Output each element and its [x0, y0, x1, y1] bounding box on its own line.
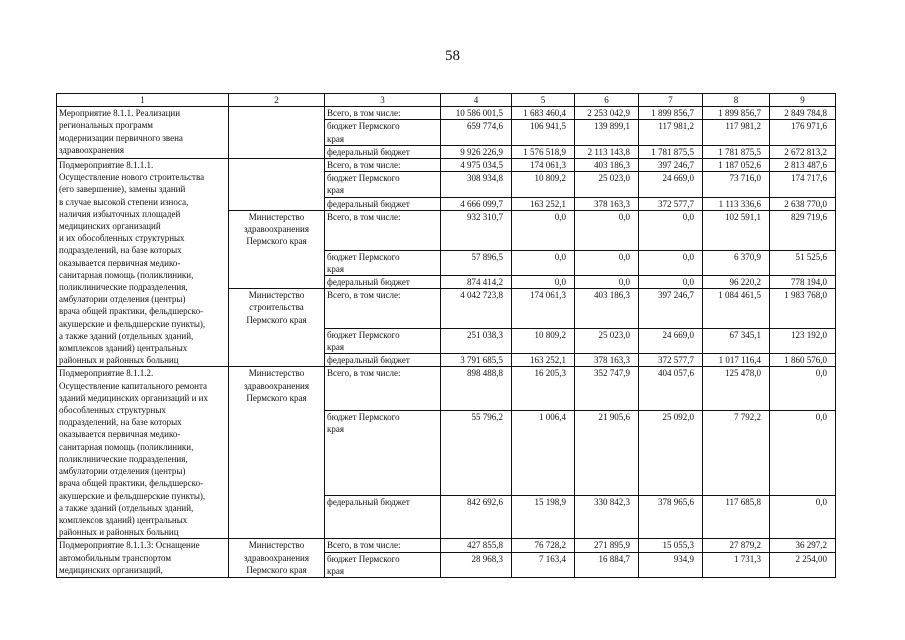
funding-source-line: федеральный бюджет — [327, 496, 410, 507]
amount-cell: 4 666 099,7 — [441, 197, 512, 210]
table-row — [57, 107, 836, 120]
description-line: региональных программ — [59, 120, 153, 131]
funding-source-line: края — [327, 263, 345, 274]
amount-cell: 51 525,6 — [770, 250, 836, 275]
amount-cell: 2 254,00 — [770, 552, 836, 577]
description-line: Подмероприятие 8.1.1.1. — [59, 160, 154, 171]
activity-description — [57, 107, 229, 159]
amount-cell: 106 941,5 — [512, 120, 575, 145]
amount-cell: 1 017 116,4 — [703, 354, 770, 367]
amount-cell: 778 194,0 — [770, 275, 836, 288]
description-line: подразделений, на базе которых — [59, 245, 182, 256]
amount-cell: 16 884,7 — [575, 552, 639, 577]
funding-source — [325, 197, 441, 210]
amount-cell: 27 879,2 — [703, 539, 770, 552]
page-number: 58 — [445, 48, 460, 64]
amount-cell: 36 297,2 — [770, 539, 836, 552]
amount-cell: 2 813 487,6 — [770, 159, 836, 172]
amount-cell: 1 576 518,9 — [512, 145, 575, 158]
funding-source — [325, 172, 441, 197]
description-line: подразделений, на базе которых — [59, 417, 182, 428]
funding-source — [325, 159, 441, 172]
funding-source-line: бюджет Пермского — [327, 329, 400, 340]
funding-source-line: бюджет Пермского — [327, 121, 400, 132]
amount-cell: 0,0 — [575, 250, 639, 275]
funding-source-line: федеральный бюджет — [327, 355, 410, 366]
description-line: (его завершение), замены зданий — [59, 184, 186, 195]
amount-cell: 1 006,4 — [512, 411, 575, 495]
funding-source-line: бюджет Пермского — [327, 173, 400, 184]
description-line: поликлинические подразделения, — [59, 453, 188, 464]
amount-cell: 7 163,4 — [512, 552, 575, 577]
description-line: поликлинические подразделения, — [59, 282, 188, 293]
amount-cell: 829 719,6 — [770, 210, 836, 250]
funding-source — [325, 275, 441, 288]
amount-cell: 123 192,0 — [770, 328, 836, 353]
description-line: зданий медицинских организаций и их — [59, 392, 208, 403]
amount-cell: 117 685,8 — [703, 495, 770, 539]
funding-source-line: края — [327, 565, 345, 576]
funding-source-line: бюджет Пермского — [327, 251, 400, 262]
amount-cell: 0,0 — [512, 250, 575, 275]
description-line: акушерские и фельдшерские пункты), — [59, 318, 206, 329]
amount-cell: 102 591,1 — [703, 210, 770, 250]
amount-cell: 427 855,8 — [441, 539, 512, 552]
description-line: в случае высокой степени износа, — [59, 196, 189, 207]
amount-cell: 0,0 — [639, 210, 703, 250]
funding-source — [325, 328, 441, 353]
description-line: санитарная помощь (поликлиники, — [59, 441, 194, 452]
amount-cell: 934,9 — [639, 552, 703, 577]
description-line: наличия избыточных площадей — [59, 208, 181, 219]
table-body — [57, 94, 836, 578]
amount-cell: 932 310,7 — [441, 210, 512, 250]
amount-cell: 659 774,6 — [441, 120, 512, 145]
amount-cell: 15 198,9 — [512, 495, 575, 539]
amount-cell: 2 253 042,9 — [575, 107, 639, 120]
executor-line: строительства — [249, 302, 304, 313]
description-line: медицинских организаций, — [59, 564, 163, 575]
description-line: модернизации первичного звена — [59, 132, 183, 143]
amount-cell: 378 965,6 — [639, 495, 703, 539]
executor-line: Министерство — [248, 540, 305, 551]
description-line: обособленных структурных — [59, 405, 166, 416]
amount-cell: 16 205,3 — [512, 367, 575, 411]
amount-cell: 3 791 685,5 — [441, 354, 512, 367]
funding-source-line: Всего, в том числе: — [327, 290, 401, 301]
table-row — [57, 539, 836, 552]
amount-cell: 0,0 — [512, 210, 575, 250]
column-number: 1 — [57, 94, 229, 107]
amount-cell: 24 669,0 — [639, 328, 703, 353]
amount-cell: 352 747,9 — [575, 367, 639, 411]
description-line: Подмероприятие 8.1.1.3: Оснащение — [59, 540, 200, 551]
executor-line: Пермского края — [246, 392, 307, 403]
column-number: 8 — [703, 94, 770, 107]
amount-cell: 174 717,6 — [770, 172, 836, 197]
description-line: а также зданий (отдельных зданий, — [59, 502, 194, 513]
amount-cell: 55 796,2 — [441, 411, 512, 495]
amount-cell: 1 084 461,5 — [703, 289, 770, 329]
executor-cell — [229, 107, 325, 159]
description-line: врача общей практики, фельдшерско- — [59, 478, 204, 489]
amount-cell: 271 895,9 — [575, 539, 639, 552]
funding-source — [325, 495, 441, 539]
activity-description — [57, 159, 229, 367]
amount-cell: 1 860 576,0 — [770, 354, 836, 367]
amount-cell: 397 246,7 — [639, 159, 703, 172]
amount-cell: 25 023,0 — [575, 172, 639, 197]
amount-cell: 4 975 034,5 — [441, 159, 512, 172]
description-line: комплексов зданий) центральных — [59, 514, 188, 525]
column-number: 4 — [441, 94, 512, 107]
amount-cell: 176 971,6 — [770, 120, 836, 145]
description-line: санитарная помощь (поликлиники, — [59, 269, 194, 280]
amount-cell: 1 899 856,7 — [703, 107, 770, 120]
amount-cell: 1 187 052,6 — [703, 159, 770, 172]
funding-source-line: бюджет Пермского — [327, 553, 400, 564]
description-line: врача общей практики, фельдшерско- — [59, 306, 204, 317]
amount-cell: 24 669,0 — [639, 172, 703, 197]
amount-cell: 1 781 875,5 — [703, 145, 770, 158]
description-line: Подмероприятие 8.1.1.2. — [59, 368, 154, 379]
funding-source-line: федеральный бюджет — [327, 198, 410, 209]
amount-cell: 125 478,0 — [703, 367, 770, 411]
amount-cell: 1 683 460,4 — [512, 107, 575, 120]
amount-cell: 251 038,3 — [441, 328, 512, 353]
executor-cell — [229, 539, 325, 578]
amount-cell: 397 246,7 — [639, 289, 703, 329]
column-number: 7 — [639, 94, 703, 107]
amount-cell: 0,0 — [770, 495, 836, 539]
amount-cell: 372 577,7 — [639, 197, 703, 210]
amount-cell: 0,0 — [575, 210, 639, 250]
description-line: амбулатории отделения (центры) — [59, 466, 186, 477]
amount-cell: 57 896,5 — [441, 250, 512, 275]
amount-cell: 96 220,2 — [703, 275, 770, 288]
amount-cell: 1 983 768,0 — [770, 289, 836, 329]
executor-line: Пермского края — [246, 564, 307, 575]
description-line: районных и районных больниц — [59, 527, 179, 538]
description-line: районных и районных больниц — [59, 355, 179, 366]
amount-cell: 330 842,3 — [575, 495, 639, 539]
funding-source — [325, 250, 441, 275]
description-line: Мероприятие 8.1.1. Реализации — [59, 108, 181, 119]
amount-cell: 2 638 770,0 — [770, 197, 836, 210]
amount-cell: 378 163,3 — [575, 354, 639, 367]
amount-cell: 163 252,1 — [512, 197, 575, 210]
funding-source-line: Всего, в том числе: — [327, 211, 401, 222]
amount-cell: 2 849 784,8 — [770, 107, 836, 120]
amount-cell: 842 692,6 — [441, 495, 512, 539]
funding-source-line: края — [327, 133, 345, 144]
amount-cell: 1 899 856,7 — [639, 107, 703, 120]
amount-cell: 25 092,0 — [639, 411, 703, 495]
amount-cell: 117 981,2 — [639, 120, 703, 145]
executor-line: Пермского края — [246, 314, 307, 325]
funding-source — [325, 107, 441, 120]
budget-table — [56, 93, 836, 578]
amount-cell: 308 934,8 — [441, 172, 512, 197]
funding-source-line: федеральный бюджет — [327, 276, 410, 287]
amount-cell: 7 792,2 — [703, 411, 770, 495]
table-row — [57, 367, 836, 411]
description-line: оказывается первичная медико- — [59, 429, 181, 440]
executor-cell — [229, 367, 325, 539]
description-line: комплексов зданий) центральных — [59, 343, 188, 354]
executor-line: Министерство — [248, 211, 305, 222]
amount-cell: 163 252,1 — [512, 354, 575, 367]
funding-source-line: бюджет Пермского — [327, 412, 400, 423]
executor-line: здравоохранения — [243, 380, 309, 391]
activity-description — [57, 367, 229, 539]
amount-cell: 1 781 875,5 — [639, 145, 703, 158]
funding-source — [325, 539, 441, 552]
amount-cell: 2 672 813,2 — [770, 145, 836, 158]
executor-cell — [229, 210, 325, 288]
executor-cell — [229, 289, 325, 367]
amount-cell: 403 186,3 — [575, 159, 639, 172]
description-line: здравоохранения — [59, 144, 125, 155]
amount-cell: 25 023,0 — [575, 328, 639, 353]
column-number: 3 — [325, 94, 441, 107]
funding-source-line: Всего, в том числе: — [327, 160, 401, 171]
amount-cell: 117 981,2 — [703, 120, 770, 145]
amount-cell: 9 926 226,9 — [441, 145, 512, 158]
description-line: а также зданий (отдельных зданий, — [59, 330, 194, 341]
description-line: медицинских организаций — [59, 221, 161, 232]
funding-source — [325, 411, 441, 495]
description-line: амбулатории отделения (центры) — [59, 294, 186, 305]
amount-cell: 10 809,2 — [512, 172, 575, 197]
amount-cell: 898 488,8 — [441, 367, 512, 411]
funding-source — [325, 367, 441, 411]
amount-cell: 2 113 143,8 — [575, 145, 639, 158]
executor-cell — [229, 159, 325, 211]
amount-cell: 0,0 — [639, 275, 703, 288]
executor-line: Пермского края — [246, 236, 307, 247]
funding-source-line: края — [327, 185, 345, 196]
funding-source-line: Всего, в том числе: — [327, 540, 401, 551]
executor-line: здравоохранения — [243, 224, 309, 235]
column-number-row — [57, 94, 836, 107]
amount-cell: 10 809,2 — [512, 328, 575, 353]
activity-description — [57, 539, 229, 578]
amount-cell: 15 055,3 — [639, 539, 703, 552]
description-line: Осуществление нового строительства — [59, 172, 205, 183]
amount-cell: 28 968,3 — [441, 552, 512, 577]
funding-source-line: края — [327, 342, 345, 353]
amount-cell: 10 586 001,5 — [441, 107, 512, 120]
table-row — [57, 159, 836, 172]
amount-cell: 139 899,1 — [575, 120, 639, 145]
description-line: и их обособленных структурных — [59, 233, 185, 244]
amount-cell: 6 370,9 — [703, 250, 770, 275]
executor-line: Министерство — [248, 368, 305, 379]
executor-line: Министерство — [248, 290, 305, 301]
executor-line: здравоохранения — [243, 552, 309, 563]
amount-cell: 1 113 336,6 — [703, 197, 770, 210]
column-number: 9 — [770, 94, 836, 107]
column-number: 5 — [512, 94, 575, 107]
funding-source — [325, 289, 441, 329]
funding-source — [325, 552, 441, 577]
amount-cell: 0,0 — [575, 275, 639, 288]
column-number: 2 — [229, 94, 325, 107]
amount-cell: 1 731,3 — [703, 552, 770, 577]
amount-cell: 403 186,3 — [575, 289, 639, 329]
description-line: акушерские и фельдшерские пункты), — [59, 490, 206, 501]
funding-source — [325, 354, 441, 367]
amount-cell: 76 728,2 — [512, 539, 575, 552]
amount-cell: 378 163,3 — [575, 197, 639, 210]
funding-source-line: края — [327, 424, 345, 435]
amount-cell: 0,0 — [770, 367, 836, 411]
amount-cell: 0,0 — [512, 275, 575, 288]
amount-cell: 67 345,1 — [703, 328, 770, 353]
amount-cell: 21 905,6 — [575, 411, 639, 495]
amount-cell: 174 061,3 — [512, 159, 575, 172]
column-number: 6 — [575, 94, 639, 107]
description-line: автомобильным транспортом — [59, 552, 172, 563]
amount-cell: 0,0 — [770, 411, 836, 495]
amount-cell: 372 577,7 — [639, 354, 703, 367]
funding-source — [325, 120, 441, 145]
amount-cell: 874 414,2 — [441, 275, 512, 288]
amount-cell: 174 061,3 — [512, 289, 575, 329]
funding-source — [325, 145, 441, 158]
funding-source-line: Всего, в том числе: — [327, 108, 401, 119]
funding-source — [325, 210, 441, 250]
amount-cell: 4 042 723,8 — [441, 289, 512, 329]
funding-source-line: Всего, в том числе: — [327, 368, 401, 379]
amount-cell: 0,0 — [639, 250, 703, 275]
funding-source-line: федеральный бюджет — [327, 146, 410, 157]
amount-cell: 404 057,6 — [639, 367, 703, 411]
description-line: оказывается первичная медико- — [59, 257, 181, 268]
amount-cell: 73 716,0 — [703, 172, 770, 197]
description-line: Осуществление капитального ремонта — [59, 380, 207, 391]
